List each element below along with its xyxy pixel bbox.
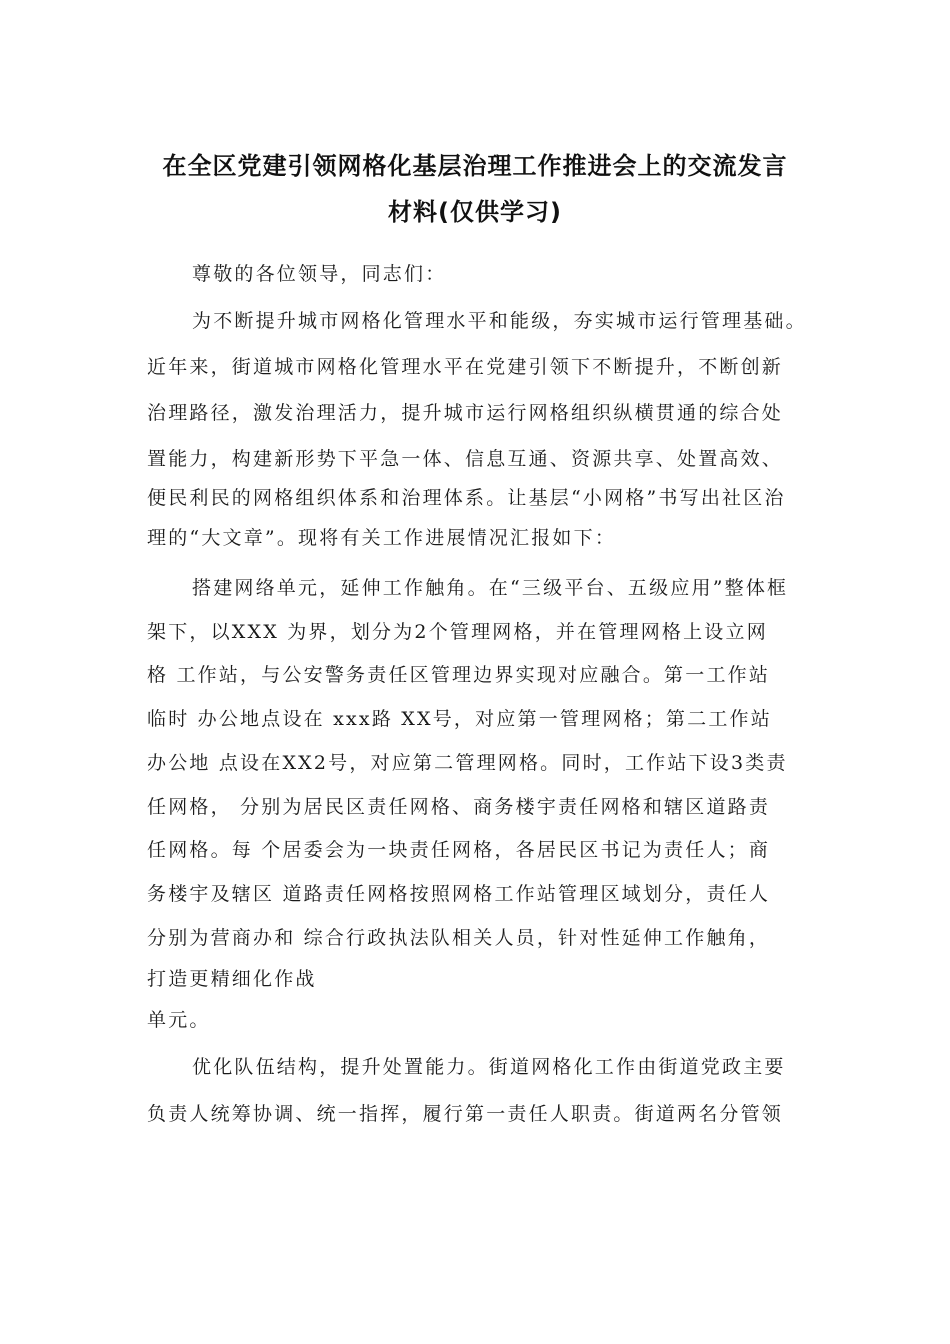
document-title-line-2: 材料(仅供学习) bbox=[388, 198, 562, 226]
paragraph-line: 单元。 bbox=[147, 1009, 211, 1031]
paragraph-line: 便民利民的网格组织体系和治理体系。让基层“小网格”书写出社区治 bbox=[147, 487, 786, 509]
paragraph-line: 办公地 点设在XX2号，对应第二管理网格。同时，工作站下设3类责 bbox=[147, 752, 788, 774]
paragraph-line: 治理路径，激发治理活力，提升城市运行网格组织纵横贯通的综合处 bbox=[147, 402, 784, 424]
paragraph-line: 架下，以XXX 为界，划分为2个管理网格，并在管理网格上设立网 bbox=[147, 621, 768, 643]
document-title-line-1: 在全区党建引领网格化基层治理工作推进会上的交流发言 bbox=[162, 152, 788, 180]
paragraph-line: 格 工作站，与公安警务责任区管理边界实现对应融合。第一工作站 bbox=[147, 664, 771, 686]
paragraph-line: 任网格。每 个居委会为一块责任网格，各居民区书记为责任人；商 bbox=[147, 839, 771, 861]
paragraph-line: 为不断提升城市网格化管理水平和能级，夯实城市运行管理基础。 bbox=[192, 310, 807, 332]
paragraph-line: 任网格， 分别为居民区责任网格、商务楼宇责任网格和辖区道路责 bbox=[147, 796, 771, 818]
paragraph-line: 分别为营商办和 综合行政执法队相关人员，针对性延伸工作触角， bbox=[147, 927, 771, 949]
paragraph-line: 理的“大文章”。现将有关工作进展情况汇报如下： bbox=[147, 527, 617, 549]
paragraph-line: 负责人统筹协调、统一指挥，履行第一责任人职责。街道两名分管领 bbox=[147, 1103, 784, 1125]
paragraph-line: 打造更精细化作战 bbox=[147, 968, 317, 990]
paragraph-line: 搭建网络单元，延伸工作触角。在“三级平台、五级应用”整体框 bbox=[192, 577, 789, 599]
paragraph-line: 近年来，街道城市网格化管理水平在党建引领下不断提升，不断创新 bbox=[147, 356, 784, 378]
paragraph-line: 临时 办公地点设在 xxx路 XX号，对应第一管理网格；第二工作站 bbox=[147, 708, 772, 730]
paragraph-line: 优化队伍结构，提升处置能力。街道网格化工作由街道党政主要 bbox=[192, 1056, 786, 1078]
paragraph-line: 置能力，构建新形势下平急一体、信息互通、资源共享、处置高效、 bbox=[147, 448, 784, 470]
salutation: 尊敬的各位领导，同志们： bbox=[192, 263, 447, 285]
paragraph-line: 务楼宇及辖区 道路责任网格按照网格工作站管理区域划分，责任人 bbox=[147, 883, 771, 905]
